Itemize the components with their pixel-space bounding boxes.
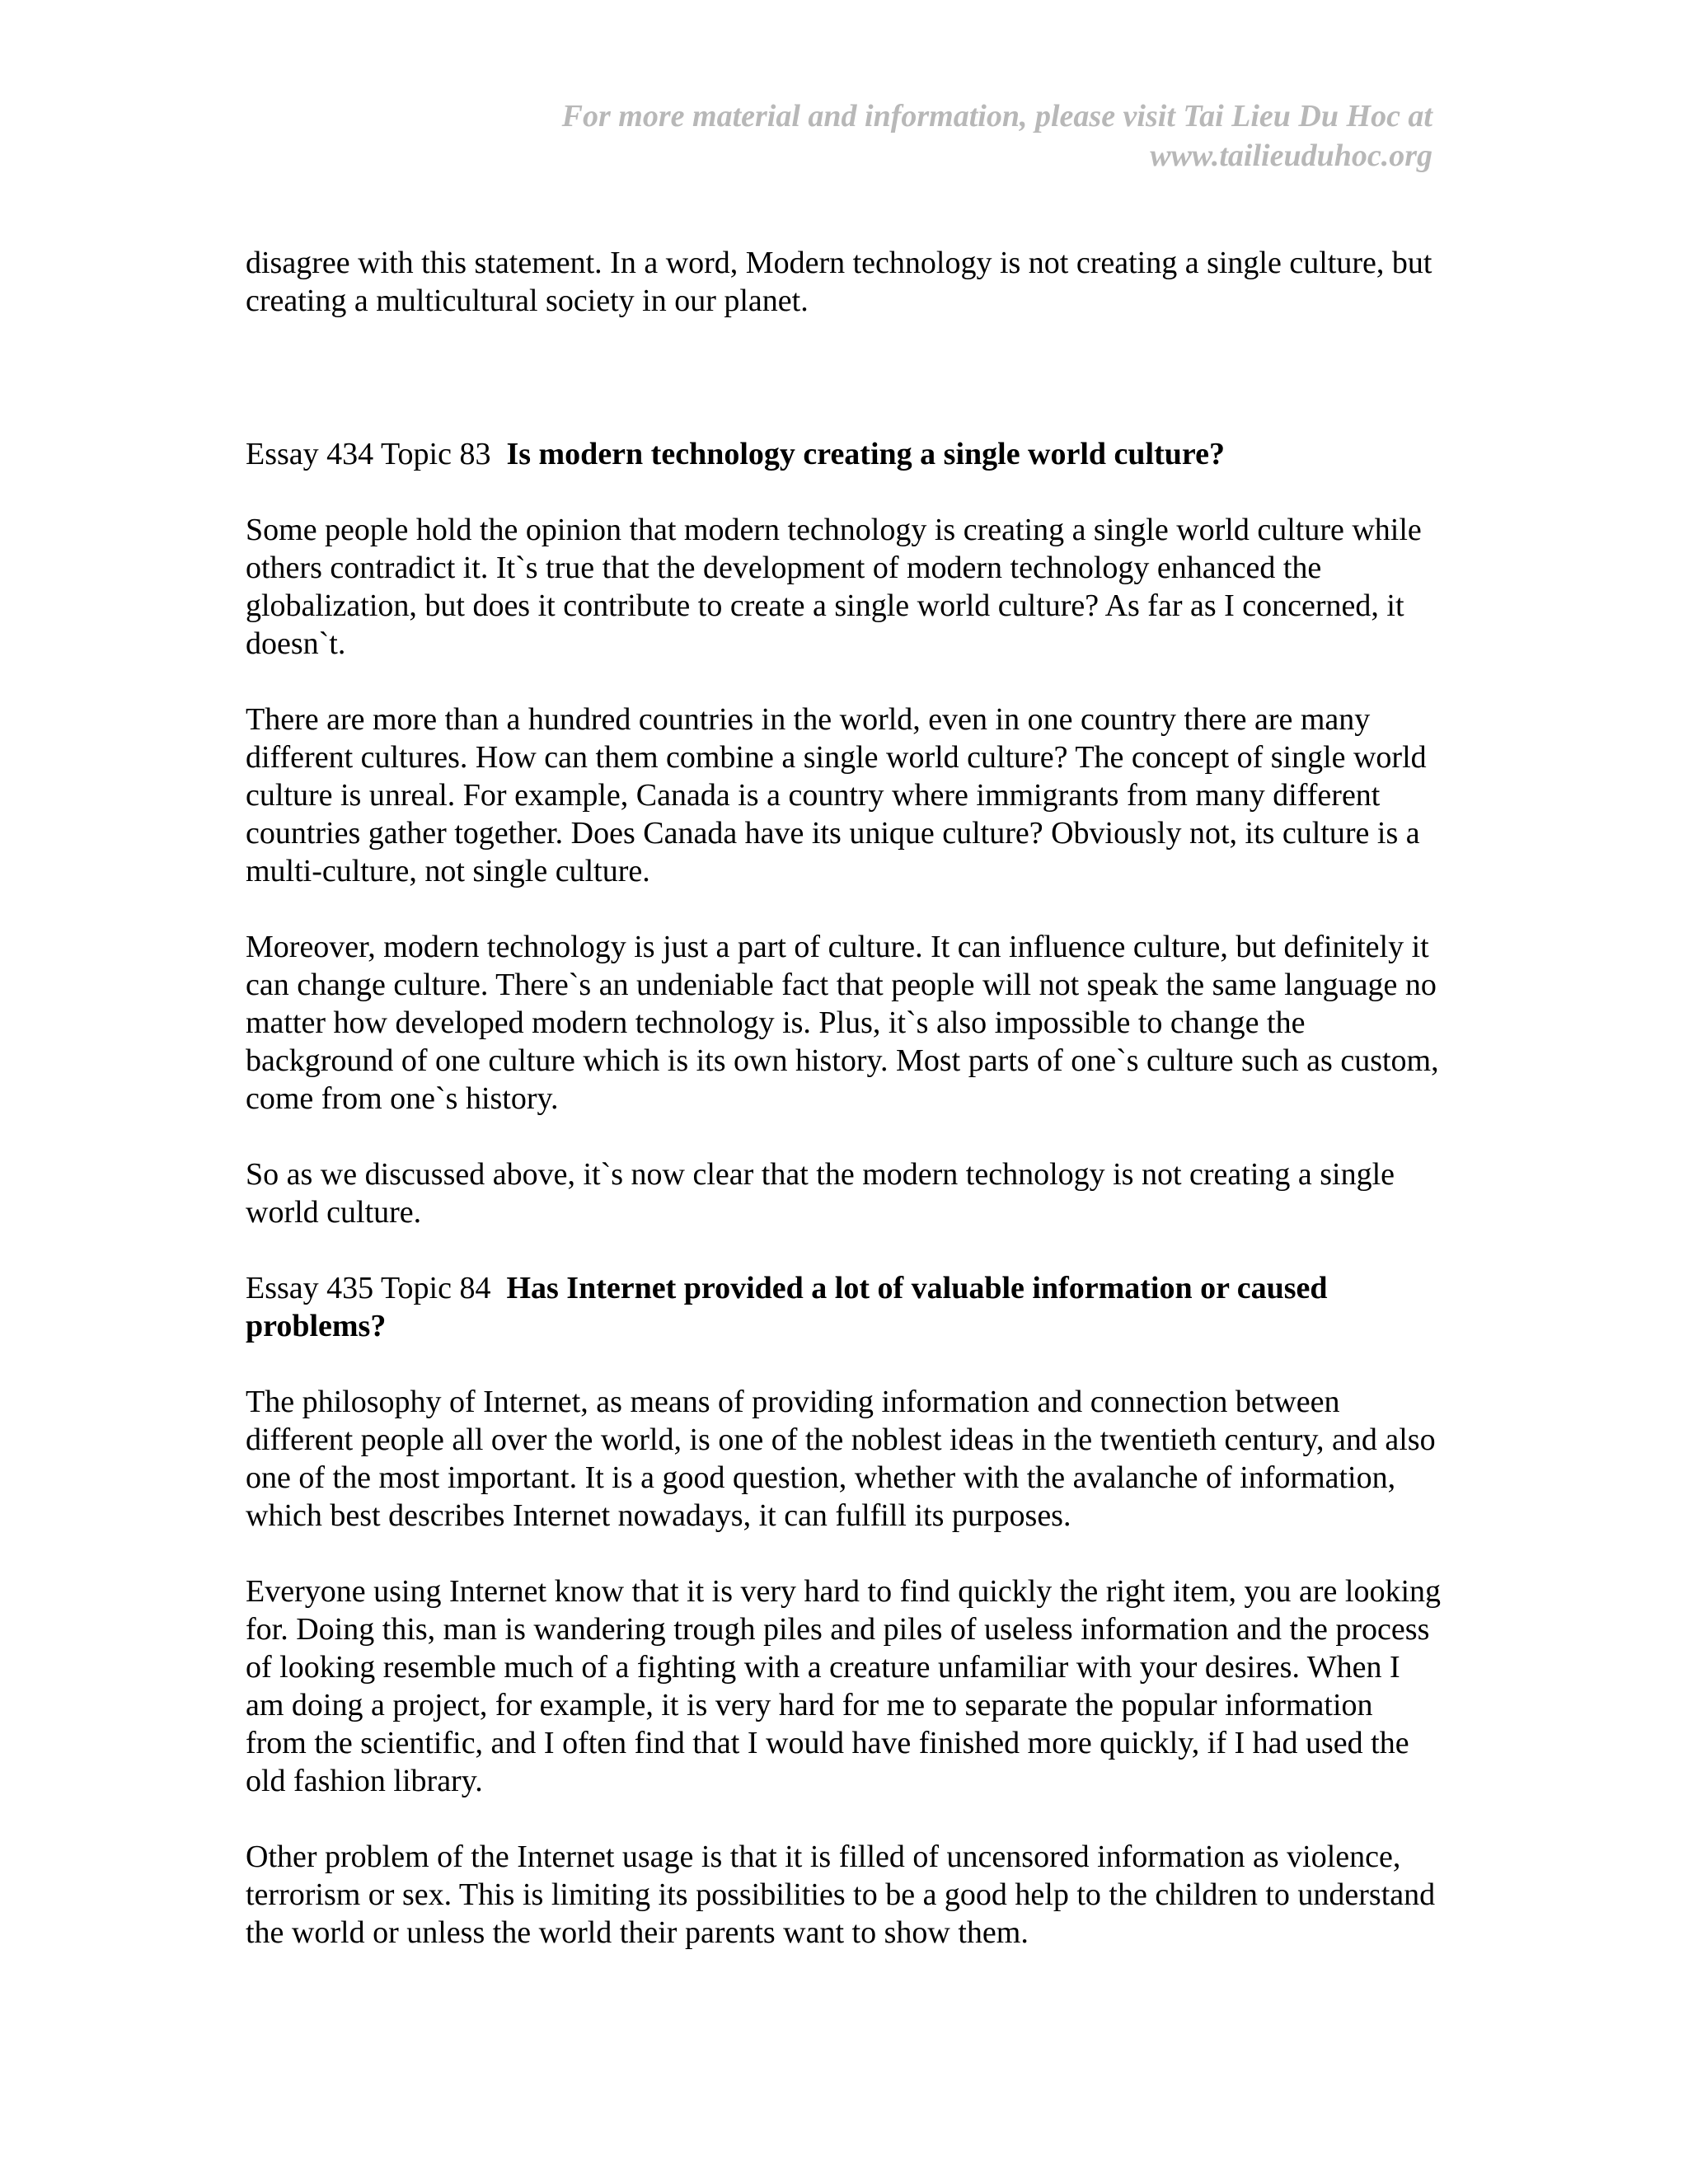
essay-434-paragraph-2: There are more than a hundred countries in the world, even in one country there are many different cultures. How can them combine a single world culture? The concept of single world culture is unreal. For example, Canada is a country where immigrants from many different countries gather together. Does Canada have its unique culture? Obviously not, its culture is a multi-culture, not single culture. <box>246 702 1427 888</box>
essay-434-paragraph-4: So as we discussed above, it`s now clear that the modern technology is not creating a single world culture. <box>246 1157 1395 1230</box>
header-line-1: For more material and information, please visit Tai Lieu Du Hoc at <box>561 99 1432 134</box>
essay-434-label: Essay 434 Topic 83 <box>246 437 507 471</box>
essay-434-paragraph-3: Moreover, modern technology is just a part of culture. It can influence culture, but definitely it can change culture. There`s an undeniable fact that people will not speak the same language no matter how developed modern technology is. Plus, it`s also impossible to change the background of one culture which is its own history. Most parts of one`s culture such as custom, come from one`s history. <box>246 930 1439 1116</box>
essay-434-heading <box>246 435 1441 473</box>
header-website-link[interactable]: www.tailieuduhoc.org <box>1150 138 1432 173</box>
document-body <box>246 244 1441 1952</box>
essay-434-title: Is modern technology creating a single world culture? <box>506 437 1225 471</box>
essay-435-label: Essay 435 Topic 84 <box>246 1271 507 1305</box>
essay-435-paragraph-3: Other problem of the Internet usage is that it is filled of uncensored information as violence, terrorism or sex. This is limiting its possibilities to be a good help to the children to understand the world or unless the world their parents want to show them. <box>246 1840 1436 1950</box>
essay-435-paragraph-1: The philosophy of Internet, as means of providing information and connection between different people all over the world, is one of the noblest ideas in the twentieth century, and also one of the most important. It is a good question, whether with the avalanche of information, which best describes Internet nowadays, it can fulfill its purposes. <box>246 1385 1436 1533</box>
page-header <box>361 96 1432 176</box>
essay-435-heading <box>246 1269 1441 1345</box>
intro-paragraph: disagree with this statement. In a word, Modern technology is not creating a single culture, but creating a multicultural society in our planet. <box>246 246 1432 318</box>
essay-434-paragraph-1: Some people hold the opinion that modern technology is creating a single world culture while others contradict it. It`s true that the development of modern technology enhanced the globalization, but does it contribute to create a single world culture? As far as I concerned, it doesn`t. <box>246 513 1422 661</box>
essay-435-paragraph-2: Everyone using Internet know that it is very hard to find quickly the right item, you are looking for. Doing this, man is wandering trough piles and piles of useless information and the process of looking resemble much of a fighting with a creature unfamiliar with your desires. When I am doing a project, for example, it is very hard for me to separate the popular information from the scientific, and I often find that I would have finished more quickly, if I had used the old fashion library. <box>246 1574 1442 1798</box>
essay-435-title: Has Internet provided a lot of valuable information or caused problems? <box>246 1271 1328 1343</box>
